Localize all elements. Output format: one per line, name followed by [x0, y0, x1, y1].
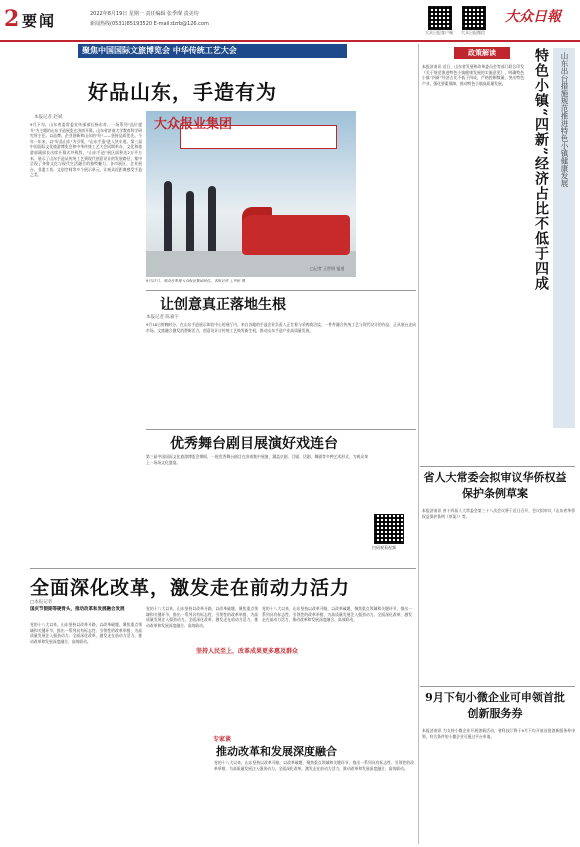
qr-code-icon: [428, 6, 452, 30]
person-figure: [208, 186, 216, 251]
photo-sign-text: 大众报业集团: [154, 117, 233, 132]
photo-caption: 9月17日，观众在参观大众报业集团展位。本报记者 王世民 摄: [146, 279, 245, 283]
article4-headline: 全面深化改革，激发走在前动力活力: [30, 577, 351, 599]
article4-body-right: 党的十八大以来，山东坚持以改革开路，以改革破题，聚焦重点领域和关键环节，推出一系列具有标志性、引领性的改革举措，为高质量发展注入强劲动力。全面深化改革，激发走在前动力活力，推动改革和发展深度融合、高效联动。: [262, 606, 412, 623]
sidebar-body: 本报济南讯 近日，山东省发展和改革委员会等部门联合印发《关于规范推进特色小镇健康发展的实施意见》，明确特色小镇“四新”经济占比不低于四成，严格控制数量，突出特色产业，强化要素保障，推动特色小镇高质量发展。: [422, 64, 524, 86]
article4-subhead2: 坚持人民至上，改革成果更多惠及群众: [196, 648, 299, 655]
qr-label: 扫码观看视频: [372, 545, 396, 550]
article4-byline: □本报记者: [30, 600, 53, 605]
sidebar-headline2: 省人大常委会拟审议华侨权益保护条例草案: [423, 471, 567, 500]
article2-byline: 本报记者 陈嘉宇: [146, 315, 179, 320]
sidebar-body3: 本报济南讯 为支持小微企业开展创新活动，省科技厅将于9月下旬开放首批创新服务券申领，符合条件的小微企业可通过平台申请。: [422, 728, 575, 739]
sidebar-headline3: 9月下旬小微企业可申领首批创新服务券: [425, 691, 565, 720]
column-divider: [418, 44, 419, 844]
divider: [146, 429, 416, 430]
qr-code-icon: [462, 6, 486, 30]
article3-headline: 优秀舞台剧目展演好戏连台: [170, 436, 338, 452]
article1-byline: 本报记者 赵斌: [34, 115, 63, 120]
divider: [30, 568, 416, 569]
photo-credit: □记者 王世明 报道: [310, 266, 345, 271]
article4-body-left: 党的十八大以来，山东坚持以改革开路，以改革破题，聚焦重点领域和关键环节，推出一系列具有标志性、引领性的改革举措，为高质量发展注入强劲动力。全面深化改革，激发走在前动力活力，推动改革和发展深度融合、高效联动。: [30, 622, 142, 644]
article4-subhead1: 国庆节假期等硬骨头，推动改革和发展融合发展: [30, 607, 125, 612]
person-figure: [186, 191, 194, 251]
page-number: 2: [4, 6, 20, 32]
expert-headline: 推动改革和发展深度融合: [216, 745, 337, 758]
divider: [420, 466, 575, 467]
sidebar-body2: 本报济南讯 省十四届人大常委会第三十八次会议将于近日召开，会议拟审议《山东省华侨权益保护条例（草案）》等。: [422, 508, 575, 519]
article3-body: 第三届中国国际文化旅游博览会期间，一批优秀舞台剧目在济南集中展演，涵盖京剧、吕剧、话剧、舞剧等多种艺术形式，为观众奉上一场场文化盛宴。: [146, 454, 368, 465]
sidebar-subtitle: 山东出台措施规范推进特色小镇健康发展: [553, 48, 575, 428]
exhibition-photo: [146, 111, 356, 277]
article4-body-mid: 党的十八大以来，山东坚持以改革开路，以改革破题，聚焦重点领域和关键环节，推出一系列具有标志性、引领性的改革举措，为高质量发展注入强劲动力。全面深化改革，激发走在前动力活力，推动改革和发展深度融合、高效联动。: [146, 606, 258, 628]
topic-banner: 聚焦中国国际文旅博览会 中华传统工艺大会: [78, 44, 347, 58]
qr-caption-right: 大众日报微信: [461, 30, 485, 35]
sidebar-title: 特色小镇“四新”经济占比不低于四成: [533, 48, 549, 292]
video-qr-code-icon[interactable]: [374, 514, 404, 544]
article2-body: 9月18日傍晚时分，在山东手造展示体验中心的展厅内，来自各地的手造企业负责人正忙着与采购商洽谈。一件件融合传统工艺与现代设计的作品，正从展台走向市场。文旅融合激发消费新活力，创意设计让传统工艺焕发新生机，推动山东手造产业高质量发展。: [146, 322, 416, 333]
expert-body: 党的十八大以来，山东坚持以改革开路，以改革破题，聚焦重点领域和关键环节，推出一系列具有标志性、引领性的改革举措，为高质量发展注入强劲动力。全面深化改革，激发走在前动力活力，推动改革和发展深度融合、高效联动。: [214, 760, 414, 771]
expert-kicker: 专家谈: [213, 736, 232, 743]
divider: [420, 686, 575, 687]
masthead-meta-line2: 新闻热线(0531)85193520 E-mail:dzrb@126.com: [90, 21, 209, 27]
article1-body-left: 9月下旬，山东省委常委宣传部部长杨东奇，一场系列"品位提升"为主题的山东手造展览在济南开幕。山东省济南大学教育科学研究所主任。以品牌、企业创新和山东的"好"——坚持品质优先。今年一年来，以"好品山东"为引领，"山东手造"进入快车道。第三届中国国际文化旅游博览会和中华传统工艺大会同期举办，文化和旅游部副部长出席开幕式并致辞。“山东手造”展区面积达2万平方米，展示了山东手造从传统工艺到现代创意设计的发展路径，集中呈现了齐鲁文化与现代生活融合的独特魅力。各市展区、企业展台、非遗工坊、文创空间等多个展示单元，让观众近距离感受手造之美。: [30, 122, 142, 178]
masthead-meta-line1: 2022年8月19日 星期一 责任编辑 张季璨 责美均: [90, 11, 199, 17]
section-title: 要闻: [22, 12, 57, 30]
masthead: [0, 0, 580, 42]
policy-tag: 政策解读: [454, 47, 510, 59]
article1-headline: 好品山东，手造有为: [88, 80, 277, 104]
qr-caption-left: 大众日报客户端: [425, 30, 453, 35]
newspaper-logo: 大众日報: [505, 9, 561, 25]
truck-body-shape: [242, 215, 350, 255]
article2-headline: 让创意真正落地生根: [160, 297, 286, 313]
person-figure: [164, 181, 172, 251]
divider: [146, 290, 416, 291]
